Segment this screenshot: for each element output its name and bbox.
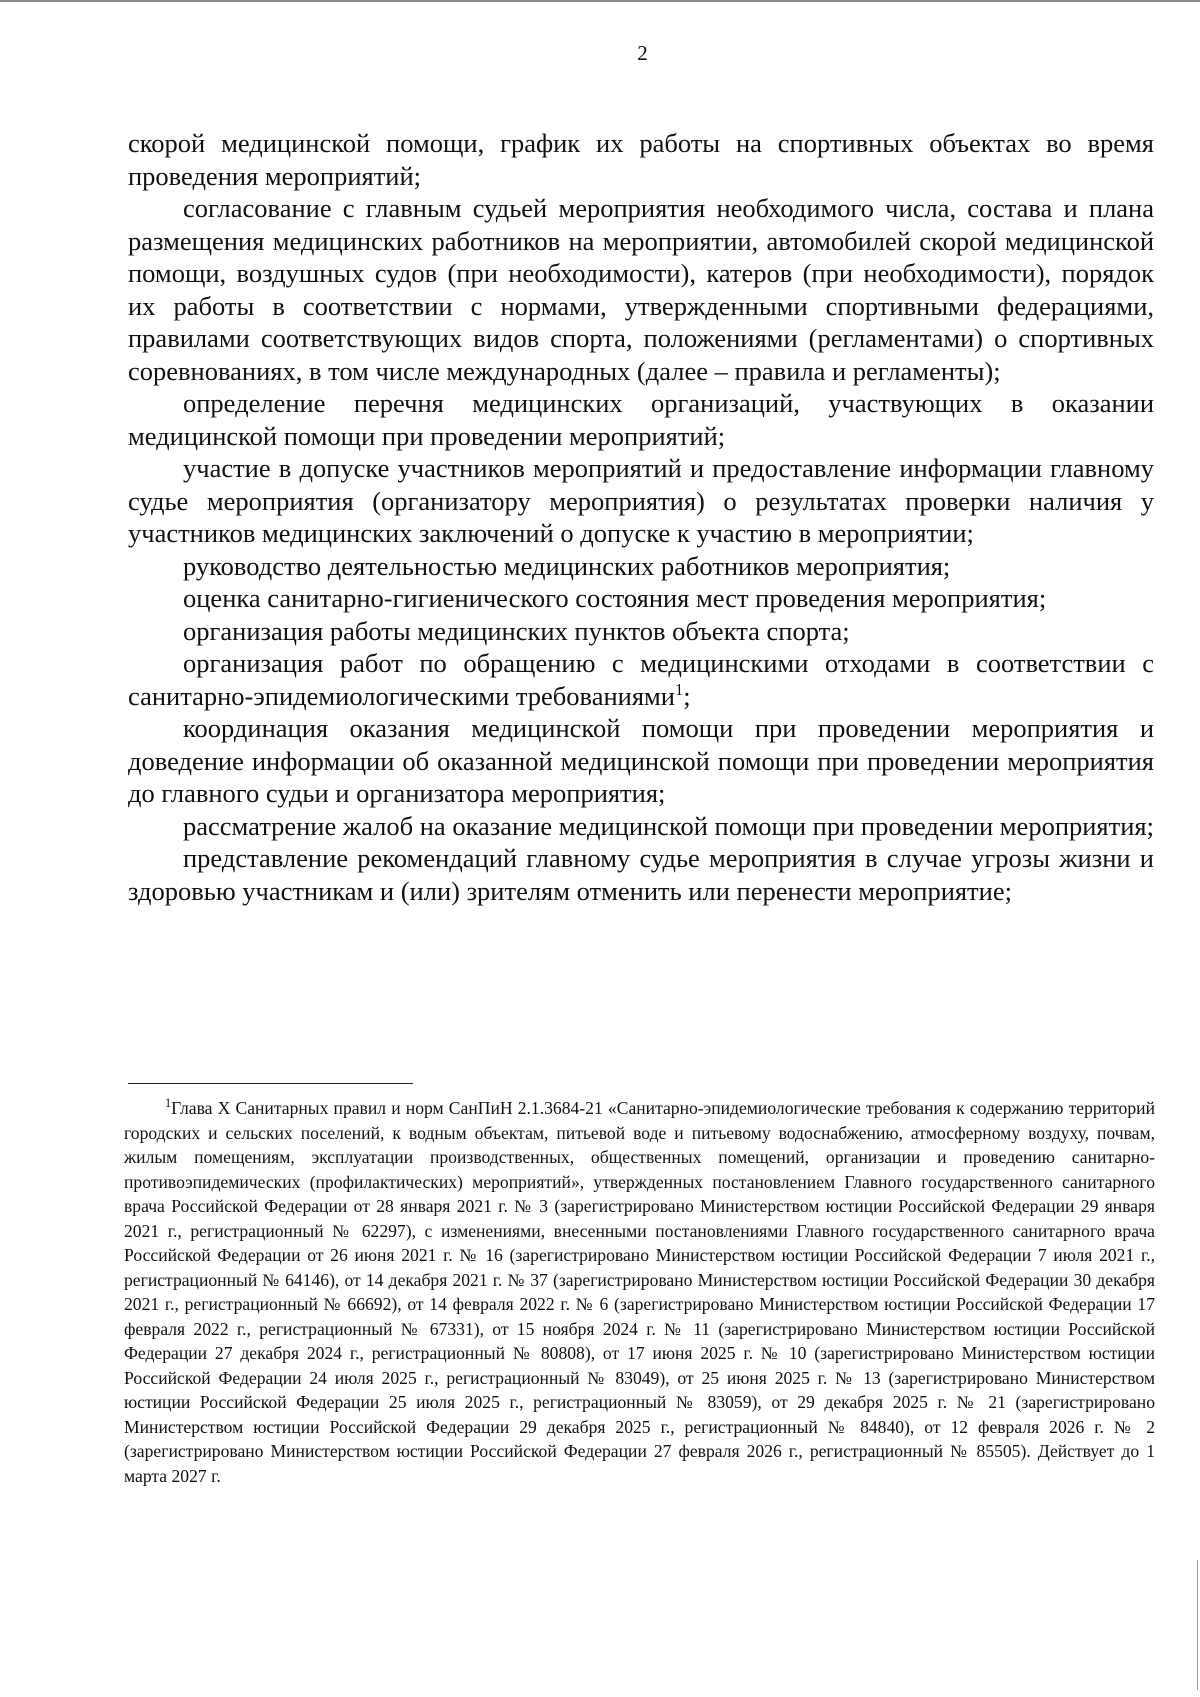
paragraph-staff-management: руководство деятельностью медицинских работников мероприятия; xyxy=(183,550,951,581)
footnote xyxy=(124,1096,1155,1488)
footnote-marker: 1 xyxy=(165,1096,172,1111)
scan-right-edge xyxy=(1197,1560,1198,1690)
document-body xyxy=(128,127,1154,907)
paragraph-continuation: скорой медицинской помощи, график их работы на спортивных объектах во время проведения мероприятий; xyxy=(128,128,1154,191)
page-number: 2 xyxy=(637,41,648,65)
paragraph-medical-waste-tail: ; xyxy=(683,680,691,711)
footnote-text: Глава X Санитарных правил и норм СанПиН 2.1.3684-21 «Санитарно-эпидемиологические требования к содержанию территорий городских и сельских поселений, к водным объектам, питьевой воде и питьевому водоснабжению, атмосферному воздуху, почвам, жилым помещениям, эксплуатации производственных, общественных помещений, организации и проведению санитарно-противоэпидемических (профилактических) мероприятий», утвержденных постановлением Главного государственного санитарного врача Российской Федерации от 28 января 2021 г. № 3 (зарегистрировано Министерством юстиции Российской Федерации 29 января 2021 г., регистрационный № 62297), с изменениями, внесенными постановлениями Главного государственного санитарного врача Российской Федерации от 26 июня 2021 г. № 16 (зарегистрировано Министерством юстиции Российской Федерации 7 июля 2021 г., регистрационный № 64146), от 14 декабря 2021 г. № 37 (зарегистрировано Министерством юстиции Российской Федерации 30 декабря 2021 г., регистрационный № 66692), от 14 февраля 2022 г. № 6 (зарегистрировано Министерством юстиции Российской Федерации 17 февраля 2022 г., регистрационный № 67331), от 15 ноября 2024 г. № 11 (зарегистрировано Министерством юстиции Российской Федерации 27 декабря 2024 г., регистрационный № 80808), от 17 июня 2025 г. № 10 (зарегистрировано Министерством юстиции Российской Федерации 24 июля 2025 г., регистрационный № 83049), от 25 июня 2025 г. № 13 (зарегистрировано Министерством юстиции Российской Федерации 25 июля 2025 г., регистрационный № 83059), от 29 декабря 2025 г. № 21 (зарегистрировано Министерством юстиции Российской Федерации 29 декабря 2025 г., регистрационный № 84840), от 12 февраля 2026 г. № 2 (зарегистрировано Министерством юстиции Российской Федерации 27 февраля 2026 г., регистрационный № 85505). Действует до 1 марта 2027 г. xyxy=(124,1098,1155,1486)
paragraph-medical-organizations-list: определение перечня медицинских организаций, участвующих в оказании медицинской помощи при проведении мероприятий; xyxy=(128,388,1154,451)
paragraph-participant-admission: участие в допуске участников мероприятий и предоставление информации главному судье мероприятия (организатору мероприятия) о результатах проверки наличия у участников медицинских заключений о допуске к участию в мероприятии; xyxy=(128,453,1154,548)
paragraph-medical-waste-text: организация работ по обращению с медицинскими отходами в соответствии с санитарно-эпидемиологическими требованиями xyxy=(128,648,1154,711)
paragraph-sanitary-assessment: оценка санитарно-гигиенического состояния мест проведения мероприятия; xyxy=(183,583,1047,613)
paragraph-coordination-with-judge: согласование с главным судьей мероприятия необходимого числа, состава и плана размещения медицинских работников на мероприятии, автомобилей скорой медицинской помощи, воздушных судов (при необходимости), катеров (при необходимости), порядок их работы в соответствии с нормами, утвержденными спортивными федерациями, правилами соответствующих видов спорта, положениями (регламентами) о спортивных соревнованиях, в том числе международных (далее – правила и регламенты); xyxy=(128,193,1154,386)
paragraph-care-coordination: координация оказания медицинской помощи при проведении мероприятия и доведение информации об оказанной медицинской помощи при проведении мероприятия до главного судьи и организатора мероприятия; xyxy=(128,713,1154,808)
footnote-separator xyxy=(128,1083,413,1084)
paragraph-complaints-review: рассматрение жалоб на оказание медицинской помощи при проведении мероприятия; xyxy=(183,810,1154,841)
paragraph-medical-waste xyxy=(128,647,1154,712)
paragraph-medical-points: организация работы медицинских пунктов объекта спорта; xyxy=(183,615,850,646)
footnote-reference: 1 xyxy=(674,679,684,699)
scan-top-edge xyxy=(0,0,1200,2)
paragraph-recommendations: представление рекомендаций главному судье мероприятия в случае угрозы жизни и здоровью участникам и (или) зрителям отменить или перенести мероприятие; xyxy=(128,843,1154,906)
